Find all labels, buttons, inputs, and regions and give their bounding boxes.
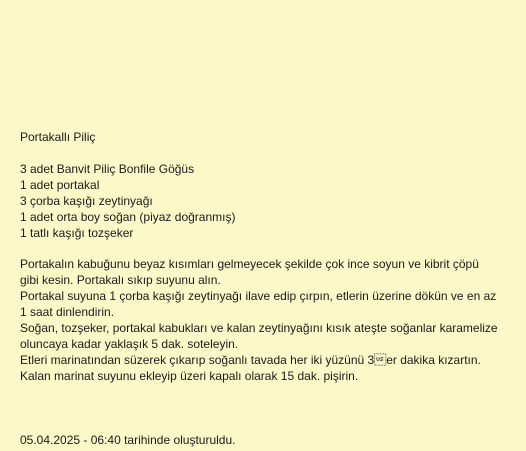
ingredient-item: 1 adet portakal [20,178,100,192]
direction-step: Portakal suyuna 1 çorba kaşığı zeytinyağı ilave edip çırpın, etlerin üzerine dökün ve en az 1 saat dinlendirin. [20,289,497,319]
direction-step: Portakalın kabuğunu beyaz kısımları gelmeyecek şekilde çok ince soyun ve kibrit çöpü gibi kesin. Portakalı sıkıp suyunu alın. [20,257,479,287]
ingredient-list [20,161,235,241]
generated-timestamp: 05.04.2025 - 06:40 tarihinde oluşturuldu. [20,433,236,447]
ingredient-item: 3 çorba kaşığı zeytinyağı [20,194,153,208]
ingredient-item: 1 adet orta boy soğan (piyaz doğranmış) [20,210,236,224]
recipe-page [20,0,510,451]
ingredient-item: 1 tatlı kaşığı tozşeker [20,226,134,240]
direction-step: Etleri marinatından süzerek çıkarıp soğanlı tavada her iki yüzünü 3 er dakika kızartın. Kalan marinat suyunu ekleyip üzeri kapalı olarak 15 dak. pişirin. [20,353,481,383]
directions-section [20,256,500,384]
recipe-title: Portakallı Piliç [20,130,96,144]
ingredient-item: 3 adet Banvit Piliç Bonfile Göğüs [20,162,195,176]
direction-step: Soğan, tozşeker, portakal kabukları ve kalan zeytinyağını kısık ateşte soğanlar karamelize oluncaya kadar yaklaşık 5 dak. soteleyin. [20,321,498,351]
